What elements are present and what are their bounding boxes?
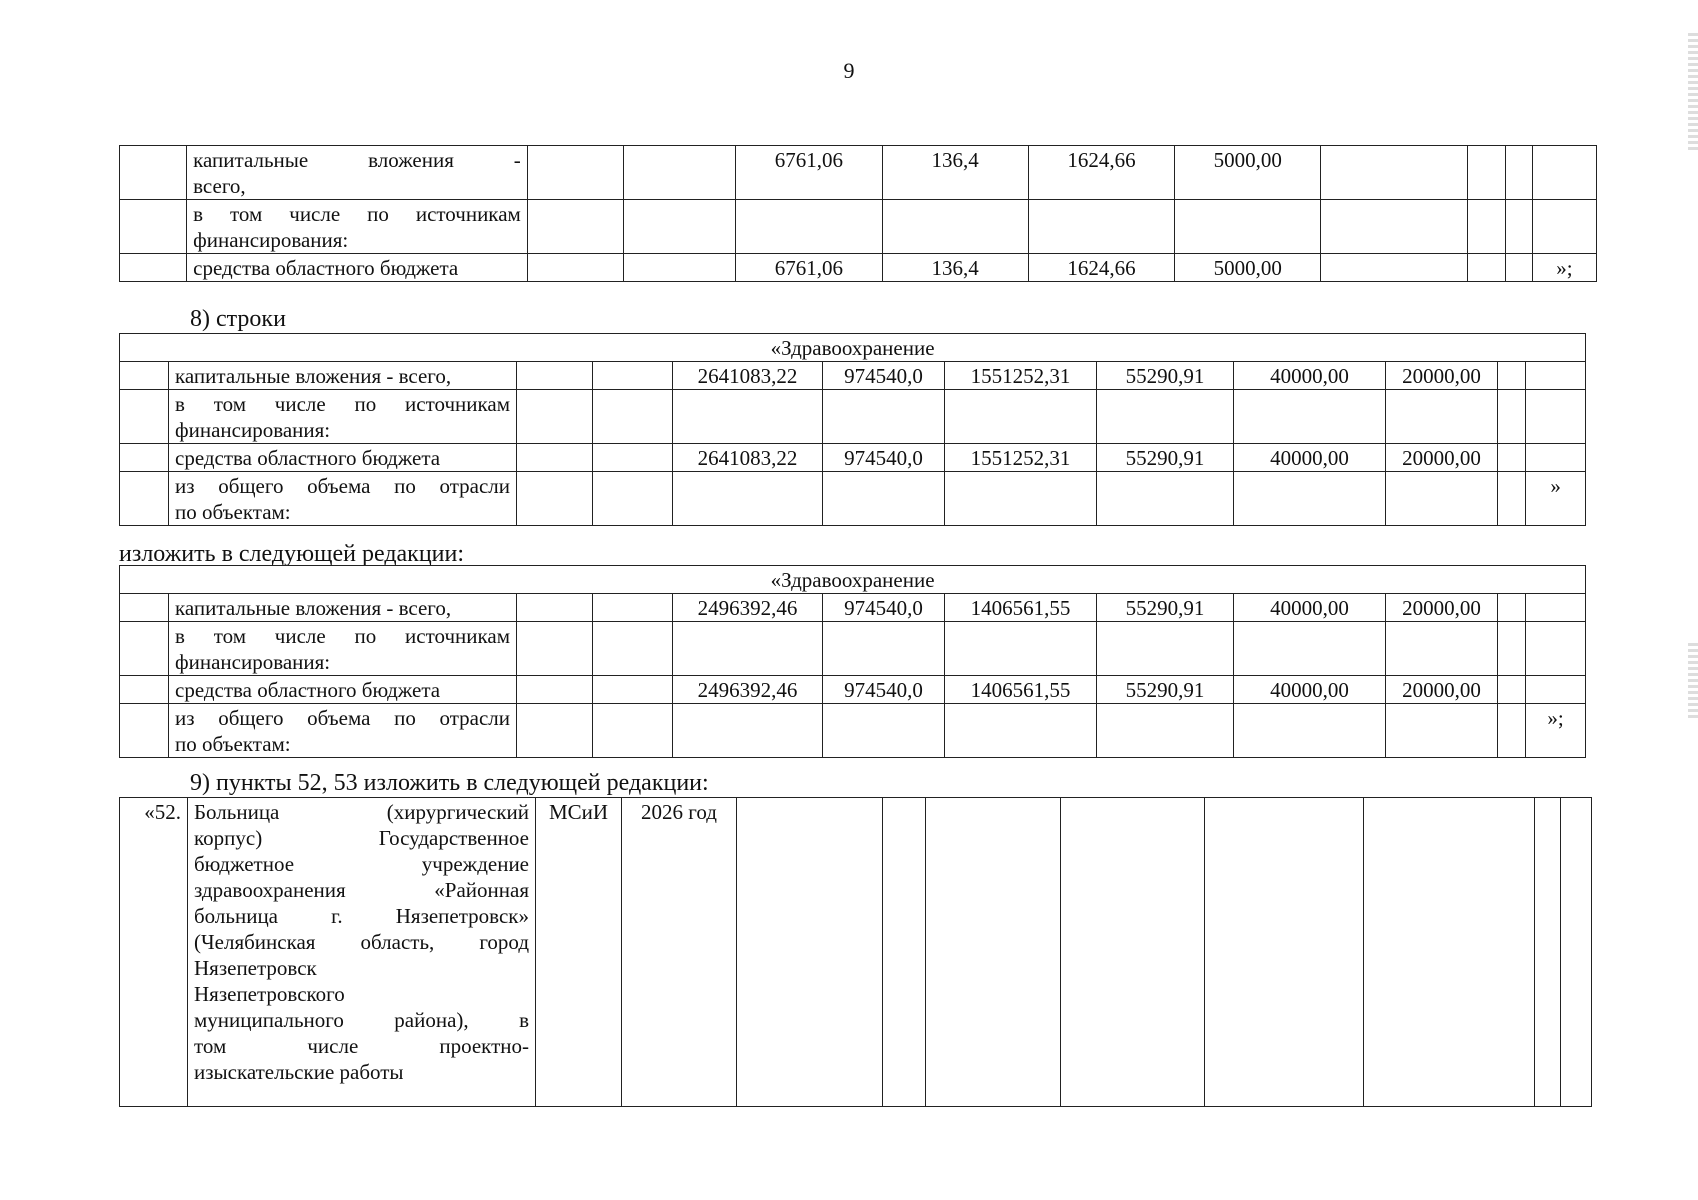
empty-cell (593, 594, 673, 622)
paragraph-redaction: изложить в следующей редакции: (119, 541, 465, 567)
empty-cell (1505, 146, 1532, 200)
empty-cell (1498, 472, 1526, 526)
label-line: средства областного бюджета (175, 446, 441, 470)
empty-cell (1498, 390, 1526, 444)
number-cell (120, 200, 187, 254)
label-line: всего, (193, 174, 246, 198)
table-row (120, 472, 1586, 526)
amount-cell (823, 390, 945, 444)
number-cell (120, 146, 187, 200)
empty-cell (624, 254, 736, 282)
name-line: муниципального района), в (194, 1008, 529, 1032)
empty-cell (593, 676, 673, 704)
amount-cell: 1624,66 (1028, 254, 1174, 282)
number-cell (120, 594, 169, 622)
amount-cell (823, 472, 945, 526)
empty-cell (1498, 444, 1526, 472)
amount-cell (823, 704, 945, 758)
amount-cell: 5000,00 (1175, 254, 1321, 282)
empty-cell (527, 200, 623, 254)
table-item-52 (119, 797, 1592, 1107)
label-line: капитальные вложения - (193, 148, 521, 172)
empty-cell (517, 594, 593, 622)
number-cell (120, 390, 169, 444)
object-name (188, 798, 536, 1107)
name-line: том числе проектно- (194, 1034, 529, 1058)
empty-cell (1498, 622, 1526, 676)
section-header: «Здравоохранение (120, 566, 1586, 594)
amount-cell (1386, 390, 1498, 444)
empty-cell (527, 254, 623, 282)
amount-cell: 974540,0 (823, 444, 945, 472)
value-cell (1535, 798, 1561, 1107)
table-row (120, 444, 1586, 472)
label-line: по объектам: (175, 500, 291, 524)
page-number: 9 (843, 58, 855, 83)
label-line: финансирования: (175, 418, 331, 442)
amount-cell: 55290,91 (1097, 444, 1234, 472)
row-label (169, 622, 517, 676)
label-line: средства областного бюджета (175, 678, 441, 702)
number-cell (120, 254, 187, 282)
name-line: изыскательские работы (194, 1060, 404, 1084)
label-line: финансирования: (175, 650, 331, 674)
empty-cell (1498, 362, 1526, 390)
value-cell (1205, 798, 1364, 1107)
value-cell (1561, 798, 1592, 1107)
amount-cell (673, 472, 823, 526)
amount-cell: 20000,00 (1386, 362, 1498, 390)
amount-cell: 1406561,55 (945, 594, 1097, 622)
row-label (169, 704, 517, 758)
closing-quote-cell: »; (1532, 254, 1596, 282)
amount-cell: 136,4 (882, 254, 1028, 282)
amount-cell: 974540,0 (823, 362, 945, 390)
paragraph-8: 8) строки (190, 306, 286, 332)
table-row (120, 622, 1586, 676)
closing-quote-cell: »; (1526, 704, 1586, 758)
table-row (120, 146, 1597, 200)
row-label (187, 146, 528, 200)
amount-cell: 40000,00 (1234, 362, 1386, 390)
label-line: капитальные вложения - всего, (175, 364, 452, 388)
empty-cell (1321, 146, 1467, 200)
amount-cell: 1406561,55 (945, 676, 1097, 704)
empty-cell (517, 704, 593, 758)
closing-quote-cell (1526, 362, 1586, 390)
amount-cell: 40000,00 (1234, 444, 1386, 472)
table-capital-investments-previous (119, 145, 1597, 282)
amount-cell: 40000,00 (1234, 676, 1386, 704)
value-cell (883, 798, 926, 1107)
amount-cell (945, 704, 1097, 758)
amount-cell (1097, 622, 1234, 676)
empty-cell (624, 200, 736, 254)
amount-cell (736, 200, 882, 254)
table-row (120, 704, 1586, 758)
name-line: Нязепетровского (194, 982, 345, 1006)
amount-cell (1175, 200, 1321, 254)
empty-cell (593, 704, 673, 758)
name-line: больница г. Нязепетровск» (194, 904, 529, 928)
table-healthcare-new (119, 565, 1586, 758)
empty-cell (517, 622, 593, 676)
empty-cell (1498, 704, 1526, 758)
amount-cell (945, 622, 1097, 676)
closing-quote-cell (1526, 622, 1586, 676)
number-cell (120, 444, 169, 472)
table-row (120, 200, 1597, 254)
empty-cell (1505, 254, 1532, 282)
empty-cell (517, 472, 593, 526)
amount-cell: 1551252,31 (945, 444, 1097, 472)
year-cell: 2026 год (622, 798, 737, 1107)
table-healthcare-current (119, 333, 1586, 526)
empty-cell (593, 362, 673, 390)
empty-cell (593, 472, 673, 526)
row-label (169, 390, 517, 444)
empty-cell (1498, 676, 1526, 704)
label-line: из общего объема по отрасли (175, 706, 510, 730)
amount-cell: 2641083,22 (673, 362, 823, 390)
number-cell (120, 622, 169, 676)
empty-cell (593, 444, 673, 472)
closing-quote-cell (1526, 390, 1586, 444)
empty-cell (517, 676, 593, 704)
amount-cell (1234, 704, 1386, 758)
amount-cell: 55290,91 (1097, 362, 1234, 390)
row-label (187, 254, 528, 282)
empty-cell (527, 146, 623, 200)
amount-cell (1028, 200, 1174, 254)
row-label (169, 594, 517, 622)
row-label (169, 676, 517, 704)
amount-cell (673, 622, 823, 676)
row-label (187, 200, 528, 254)
label-line: в том числе по источникам (175, 624, 510, 648)
amount-cell (1234, 472, 1386, 526)
empty-cell (1467, 146, 1505, 200)
amount-cell: 40000,00 (1234, 594, 1386, 622)
value-cell (1061, 798, 1205, 1107)
row-label (169, 472, 517, 526)
amount-cell (823, 622, 945, 676)
section-header-row (120, 334, 1586, 362)
closing-quote-cell (1526, 594, 1586, 622)
closing-quote-cell (1526, 444, 1586, 472)
amount-cell: 6761,06 (736, 254, 882, 282)
empty-cell (593, 622, 673, 676)
amount-cell: 20000,00 (1386, 594, 1498, 622)
amount-cell (882, 200, 1028, 254)
name-line: Нязепетровск (194, 956, 317, 980)
name-line: бюджетное учреждение (194, 852, 529, 876)
amount-cell (1386, 704, 1498, 758)
name-line: (Челябинская область, город (194, 930, 529, 954)
amount-cell (1234, 390, 1386, 444)
amount-cell: 136,4 (882, 146, 1028, 200)
label-line: в том числе по источникам (193, 202, 521, 226)
customer-cell: МСиИ (536, 798, 622, 1107)
empty-cell (1467, 200, 1505, 254)
empty-cell (1321, 254, 1467, 282)
value-cell (737, 798, 883, 1107)
amount-cell: 974540,0 (823, 594, 945, 622)
amount-cell (1386, 622, 1498, 676)
amount-cell (945, 472, 1097, 526)
amount-cell (1097, 472, 1234, 526)
amount-cell: 55290,91 (1097, 676, 1234, 704)
closing-quote-cell (1532, 146, 1596, 200)
label-line: капитальные вложения - всего, (175, 596, 452, 620)
empty-cell (517, 390, 593, 444)
name-line: Больница (хирургический (194, 800, 529, 824)
empty-cell (1498, 594, 1526, 622)
section-header: «Здравоохранение (120, 334, 1586, 362)
amount-cell: 2496392,46 (673, 676, 823, 704)
closing-quote-cell: » (1526, 472, 1586, 526)
label-line: в том числе по источникам (175, 392, 510, 416)
section-header-row (120, 566, 1586, 594)
amount-cell: 2496392,46 (673, 594, 823, 622)
table-row (120, 594, 1586, 622)
scan-edge-mark (1688, 640, 1698, 720)
scan-edge-mark (1688, 30, 1698, 150)
amount-cell: 974540,0 (823, 676, 945, 704)
amount-cell: 1551252,31 (945, 362, 1097, 390)
empty-cell (517, 362, 593, 390)
number-cell (120, 362, 169, 390)
empty-cell (517, 444, 593, 472)
number-cell (120, 472, 169, 526)
amount-cell (1386, 472, 1498, 526)
table-row (120, 390, 1586, 444)
table-row (120, 676, 1586, 704)
empty-cell (1321, 200, 1467, 254)
amount-cell: 20000,00 (1386, 444, 1498, 472)
empty-cell (1505, 200, 1532, 254)
amount-cell (673, 704, 823, 758)
amount-cell (945, 390, 1097, 444)
value-cell (926, 798, 1061, 1107)
label-line: финансирования: (193, 228, 349, 252)
amount-cell (673, 390, 823, 444)
number-cell (120, 676, 169, 704)
amount-cell: 20000,00 (1386, 676, 1498, 704)
closing-quote-cell (1532, 200, 1596, 254)
item-number: «52. (120, 798, 188, 1107)
label-line: по объектам: (175, 732, 291, 756)
label-line: средства областного бюджета (193, 256, 459, 280)
amount-cell: 55290,91 (1097, 594, 1234, 622)
label-line: из общего объема по отрасли (175, 474, 510, 498)
number-cell (120, 704, 169, 758)
name-line: здравоохранения «Районная (194, 878, 529, 902)
table-row (120, 254, 1597, 282)
amount-cell (1097, 390, 1234, 444)
row-label (169, 444, 517, 472)
value-cell (1364, 798, 1535, 1107)
empty-cell (593, 390, 673, 444)
amount-cell: 1624,66 (1028, 146, 1174, 200)
row-label (169, 362, 517, 390)
amount-cell (1234, 622, 1386, 676)
paragraph-9: 9) пункты 52, 53 изложить в следующей редакции: (190, 770, 709, 796)
amount-cell: 6761,06 (736, 146, 882, 200)
table-row (120, 362, 1586, 390)
empty-cell (1467, 254, 1505, 282)
closing-quote-cell (1526, 676, 1586, 704)
amount-cell (1097, 704, 1234, 758)
empty-cell (624, 146, 736, 200)
amount-cell: 5000,00 (1175, 146, 1321, 200)
name-line: корпус) Государственное (194, 826, 529, 850)
amount-cell: 2641083,22 (673, 444, 823, 472)
